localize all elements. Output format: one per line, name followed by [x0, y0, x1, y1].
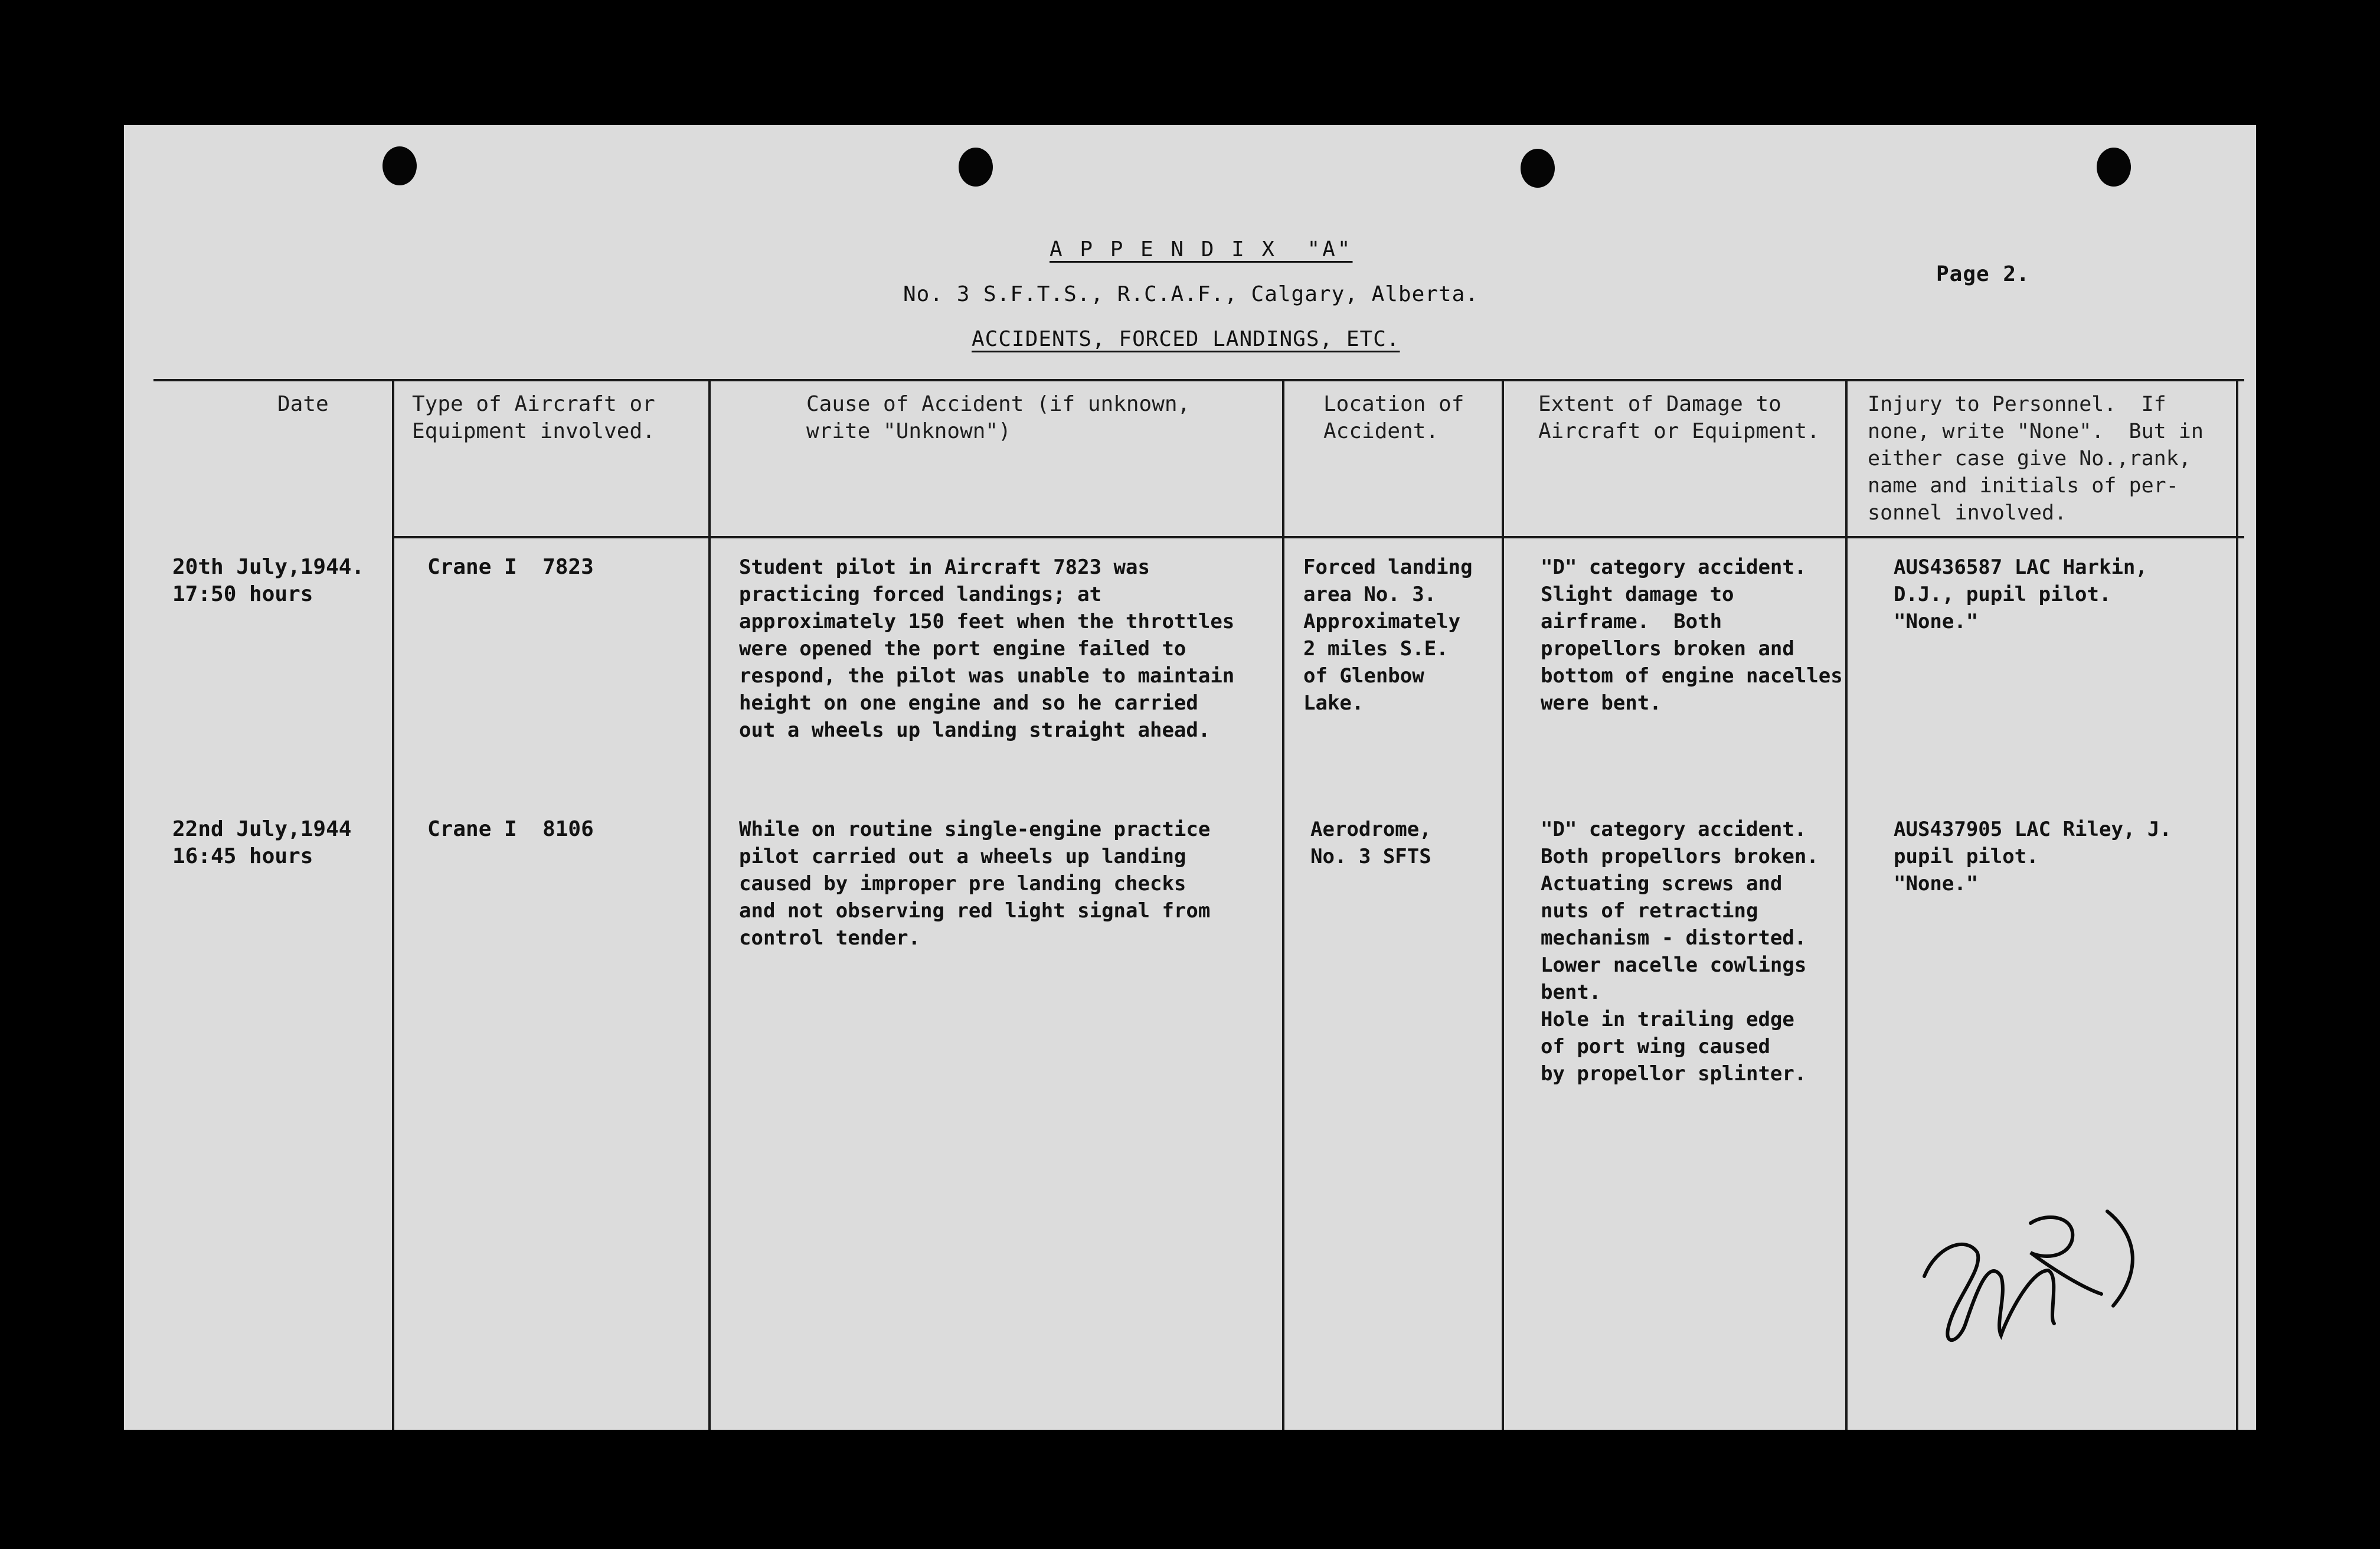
unit-line: No. 3 S.F.T.S., R.C.A.F., Calgary, Alberta.: [903, 282, 1479, 306]
row-location: Aerodrome, No. 3 SFTS: [1310, 818, 1431, 868]
row-injury: AUS437905 LAC Riley, J. pupil pilot. "None.": [1894, 818, 2172, 896]
column-header-location: Location of Accident.: [1323, 392, 1464, 443]
row-date: 20th July,1944. 17:50 hours: [172, 555, 365, 606]
column-divider: [1282, 379, 1284, 1430]
row-cause: Student pilot in Aircraft 7823 was practicing forced landings; at approximately 150 feet when the throttles were opened the port engine failed to respond, the pilot was unable to maintain height on one engine and so he carried out a wheels up landing straight ahead.: [739, 555, 1235, 742]
punch-hole: [959, 148, 993, 187]
handwritten-initials-signature: [1912, 1188, 2172, 1365]
header-bottom-rule: [392, 536, 2244, 538]
column-header-injury: Injury to Personnel. If none, write "None". But in either case give No.,rank, name and initials of per- sonnel involved.: [1868, 393, 2204, 525]
row-damage: "D" category accident. Slight damage to airframe. Both propellors broken and bottom of engine nacelles were bent.: [1541, 555, 1843, 715]
column-divider: [392, 379, 394, 1430]
row-damage: "D" category accident. Both propellors broken. Actuating screws and nuts of retracting mechanism - distorted. Lower nacelle cowlings bent. Hole in trailing edge of port wing caused by propellor splinter.: [1541, 818, 1819, 1086]
punch-hole: [2097, 148, 2131, 187]
column-header-date: Date: [277, 392, 329, 416]
appendix-title: A P P E N D I X "A": [1050, 237, 1353, 262]
row-injury: AUS436587 LAC Harkin, D.J., pupil pilot. "None.": [1894, 555, 2147, 633]
column-header-damage: Extent of Damage to Aircraft or Equipment.: [1538, 392, 1820, 443]
column-divider: [708, 379, 711, 1430]
document-sheet: [124, 125, 2256, 1430]
row-cause: While on routine single-engine practice pilot carried out a wheels up landing caused by improper pre landing checks and not observing red light signal from control tender.: [739, 818, 1211, 950]
column-header-cause: Cause of Accident (if unknown, write "Unknown"): [806, 392, 1191, 443]
row-date: 22nd July,1944 16:45 hours: [172, 817, 352, 868]
table-top-rule: [153, 379, 2244, 381]
punch-hole: [1521, 149, 1555, 188]
row-aircraft: Crane I 7823: [427, 555, 594, 579]
subject-line: ACCIDENTS, FORCED LANDINGS, ETC.: [972, 327, 1400, 351]
row-aircraft: Crane I 8106: [427, 817, 594, 841]
column-divider: [2236, 379, 2238, 1430]
column-divider: [1502, 379, 1504, 1430]
page-number: Page 2.: [1936, 262, 2030, 286]
punch-hole: [382, 146, 417, 185]
column-header-aircraft: Type of Aircraft or Equipment involved.: [412, 392, 655, 443]
column-divider: [1845, 379, 1848, 1430]
row-location: Forced landing area No. 3. Approximately 2 miles S.E. of Glenbow Lake.: [1303, 555, 1473, 715]
